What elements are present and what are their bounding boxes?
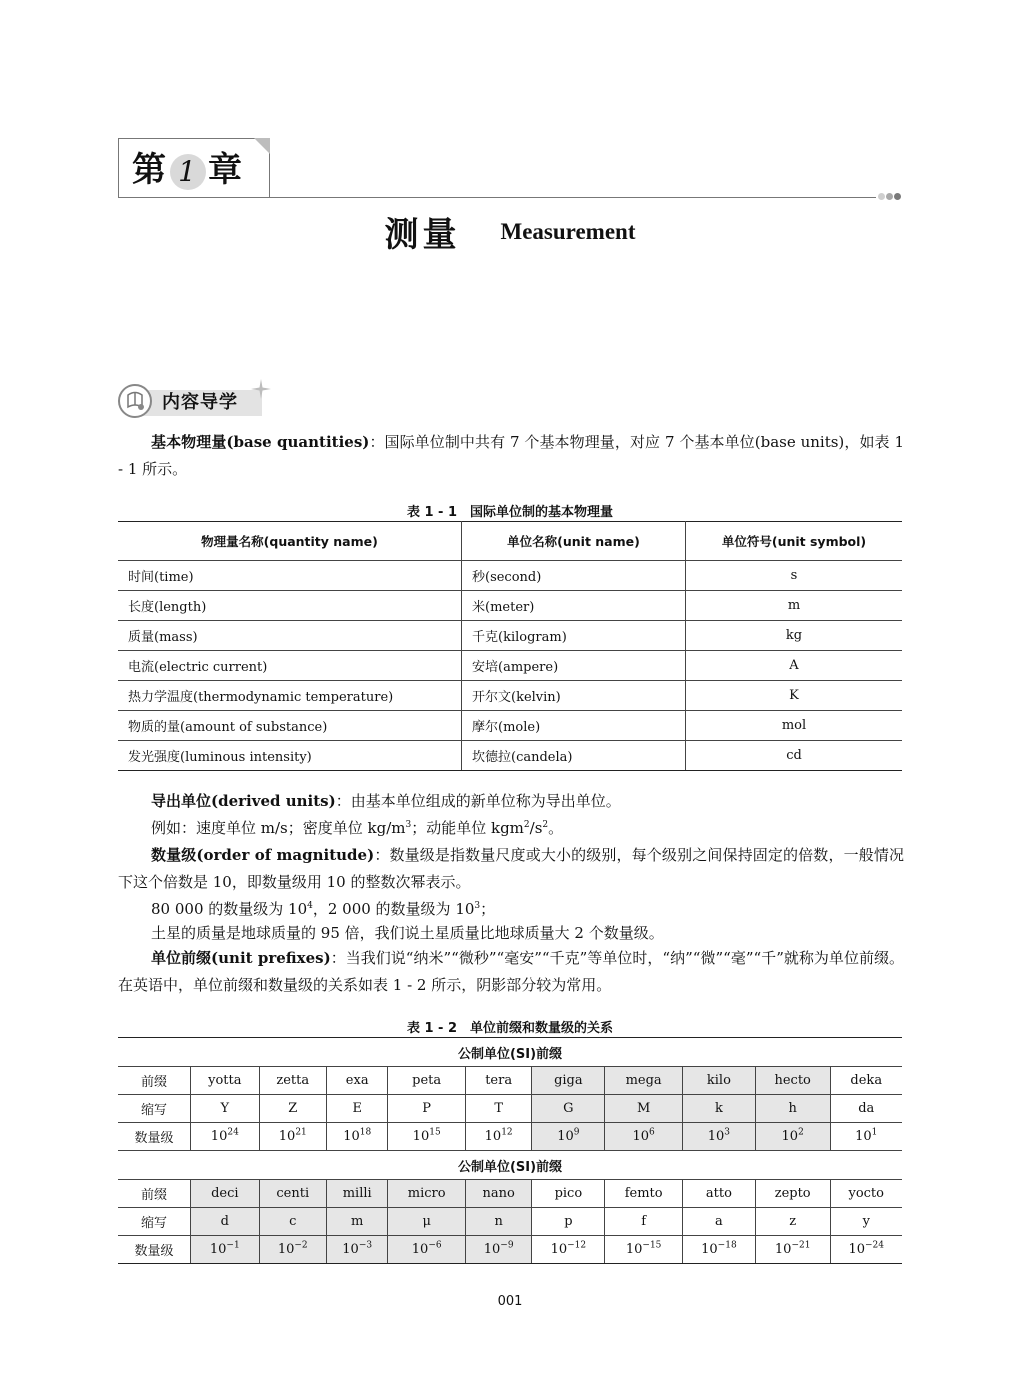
power-exponent: 3 xyxy=(724,1127,731,1138)
symbol-cell: E xyxy=(326,1095,388,1123)
table-unit-prefixes xyxy=(118,1037,902,1264)
table2-group-header xyxy=(118,1038,902,1067)
prefix-cell: deka xyxy=(830,1067,902,1095)
power-base: 10 xyxy=(855,1129,872,1144)
table-base-quantities xyxy=(118,521,902,771)
prefix-cell: yotta xyxy=(191,1067,260,1095)
superscript: 3 xyxy=(474,901,481,911)
superscript: 2 xyxy=(523,820,530,830)
quantity-cell: 发光强度(luminous intensity) xyxy=(118,741,462,771)
power-base: 10 xyxy=(484,1129,502,1144)
paragraph-unit-prefixes xyxy=(118,945,904,999)
text-segment: ；动能单位 kgm xyxy=(411,819,524,837)
table2-group-header xyxy=(118,1151,902,1180)
prefix-cell: milli xyxy=(326,1180,388,1208)
magnitude-cell xyxy=(605,1236,683,1264)
symbol-cell: a xyxy=(682,1208,755,1236)
table1-caption: 表 1 - 1 国际单位制的基本物理量 xyxy=(406,505,614,520)
power-base: 10 xyxy=(557,1129,574,1144)
paragraph-derived-units xyxy=(118,788,904,815)
chapter-prefix: 第 xyxy=(132,150,168,190)
text-segment: 例如：速度单位 m/s；密度单位 kg/m xyxy=(151,819,406,837)
magnitude-cell xyxy=(326,1236,388,1264)
term-unit-prefixes: 单位前缀(unit prefixes) xyxy=(151,949,331,967)
unit-cell: 秒(second) xyxy=(462,561,686,591)
table-row xyxy=(118,681,902,711)
prefix-cell: pico xyxy=(532,1180,605,1208)
table-row xyxy=(118,1095,902,1123)
prefix-cell: deci xyxy=(191,1180,260,1208)
section-badge-icon xyxy=(118,384,152,418)
symbol-cell: da xyxy=(830,1095,902,1123)
table-row xyxy=(118,651,902,681)
power-exponent: −9 xyxy=(500,1240,514,1251)
symbol-cell: p xyxy=(532,1208,605,1236)
prefix-cell: kilo xyxy=(682,1067,755,1095)
power-base: 10 xyxy=(342,1242,359,1257)
power-base: 10 xyxy=(278,1129,296,1144)
text-segment: /s xyxy=(529,819,543,837)
symbol-cell: K xyxy=(686,681,903,711)
quantity-cell: 电流(electric current) xyxy=(118,651,462,681)
prefix-cell: nano xyxy=(465,1180,532,1208)
table2-caption: 表 1 - 2 单位前缀和数量级的关系 xyxy=(406,1021,614,1036)
paragraph-base-quantities xyxy=(118,429,904,483)
table-row xyxy=(118,591,902,621)
power-exponent: −3 xyxy=(358,1240,373,1251)
unit-cell: 千克(kilogram) xyxy=(462,621,686,651)
power-base: 10 xyxy=(781,1129,799,1144)
symbol-cell: cd xyxy=(686,741,903,771)
power-base: 10 xyxy=(483,1242,501,1257)
power-exponent: 1 xyxy=(871,1127,878,1138)
title-chinese: 测量 xyxy=(384,215,461,255)
chapter-number: 1 xyxy=(170,154,206,190)
magnitude-cell xyxy=(830,1123,902,1151)
prefix-cell: femto xyxy=(605,1180,683,1208)
symbol-cell: kg xyxy=(686,621,903,651)
chapter-box-fold xyxy=(254,138,270,154)
quantity-cell: 物质的量(amount of substance) xyxy=(118,711,462,741)
table-row xyxy=(118,1208,902,1236)
magnitude-cell xyxy=(682,1236,755,1264)
symbol-cell: s xyxy=(686,561,903,591)
power-exponent: −18 xyxy=(717,1240,737,1251)
title-english: Measurement xyxy=(500,218,636,244)
magnitude-cell xyxy=(388,1123,465,1151)
text-segment: 80 000 的数量级为 10 xyxy=(151,900,308,918)
decorative-dots xyxy=(878,193,902,203)
paragraph-text: ：数量级是指数量尺度或大小的级别，每个级别之间保持固定的倍数，一般情况下这个倍数是 10，即数量级用 10 的整数次幂表示。 xyxy=(118,846,904,891)
prefix-cell: mega xyxy=(605,1067,683,1095)
page-title xyxy=(0,207,1020,256)
power-base: 10 xyxy=(848,1242,866,1257)
magnitude-cell xyxy=(755,1123,830,1151)
prefix-cell: zepto xyxy=(755,1180,830,1208)
prefix-cell: micro xyxy=(388,1180,465,1208)
row-label: 前缀 xyxy=(118,1067,191,1095)
symbol-cell: mol xyxy=(686,711,903,741)
term-order-of-magnitude: 数量级(order of magnitude) xyxy=(151,846,375,864)
table-row xyxy=(118,1067,902,1095)
power-base: 10 xyxy=(411,1242,429,1257)
unit-cell: 米(meter) xyxy=(462,591,686,621)
magnitude-cell xyxy=(191,1236,260,1264)
quantity-cell: 热力学温度(thermodynamic temperature) xyxy=(118,681,462,711)
paragraph-saturn: 土星的质量是地球质量的 95 倍，我们说土星质量比地球质量大 2 个数量级。 xyxy=(151,924,664,942)
symbol-cell: y xyxy=(830,1208,902,1236)
prefix-cell: atto xyxy=(682,1180,755,1208)
power-exponent: −15 xyxy=(642,1240,662,1251)
symbol-cell: m xyxy=(686,591,903,621)
magnitude-cell xyxy=(532,1123,605,1151)
quantity-cell: 质量(mass) xyxy=(118,621,462,651)
magnitude-cell xyxy=(388,1236,465,1264)
dot-light xyxy=(878,193,885,200)
magnitude-cell xyxy=(682,1123,755,1151)
section-badge-label: 内容导学 xyxy=(162,392,238,413)
text-segment: 。 xyxy=(548,819,564,837)
row-label: 前缀 xyxy=(118,1180,191,1208)
power-base: 10 xyxy=(412,1129,430,1144)
power-base: 10 xyxy=(209,1242,227,1257)
text-segment: ； xyxy=(480,900,496,918)
dot-mid xyxy=(886,193,893,200)
symbol-cell: P xyxy=(388,1095,465,1123)
symbol-cell: c xyxy=(259,1208,326,1236)
table-row xyxy=(118,1236,902,1264)
power-exponent: 9 xyxy=(573,1127,580,1138)
table1-header: 物理量名称(quantity name) xyxy=(118,522,462,561)
paragraph-order-of-magnitude xyxy=(118,842,904,896)
paragraph-text: ：当我们说“纳米”“微秒”“毫安”“千克”等单位时，“纳”“微”“毫”“千”就称为单位前缀。在英语中，单位前缀和数量级的关系如表 1 - 2 所示，阴影部分较为常用。 xyxy=(118,949,904,994)
chapter-suffix: 章 xyxy=(208,150,244,190)
power-base: 10 xyxy=(277,1242,295,1257)
power-base: 10 xyxy=(632,1129,650,1144)
magnitude-cell xyxy=(465,1123,532,1151)
power-base: 10 xyxy=(625,1242,643,1257)
symbol-cell: m xyxy=(326,1208,388,1236)
superscript: 4 xyxy=(307,901,313,911)
magnitude-cell xyxy=(259,1236,326,1264)
power-base: 10 xyxy=(343,1129,360,1144)
symbol-cell: h xyxy=(755,1095,830,1123)
table-row xyxy=(118,561,902,591)
power-exponent: 6 xyxy=(649,1127,655,1138)
term-base-quantities: 基本物理量(base quantities) xyxy=(151,433,370,451)
prefix-cell: zetta xyxy=(259,1067,326,1095)
prefix-cell: exa xyxy=(326,1067,388,1095)
magnitude-cell xyxy=(830,1236,902,1264)
unit-cell: 开尔文(kelvin) xyxy=(462,681,686,711)
magnitude-cell xyxy=(532,1236,605,1264)
prefix-cell: yocto xyxy=(830,1180,902,1208)
row-label: 数量级 xyxy=(118,1236,191,1264)
row-label: 缩写 xyxy=(118,1208,191,1236)
table-row xyxy=(118,741,902,771)
quantity-cell: 长度(length) xyxy=(118,591,462,621)
prefix-cell: giga xyxy=(532,1067,605,1095)
magnitude-cell xyxy=(605,1123,683,1151)
paragraph-text: ：国际单位制中共有 7 个基本物理量，对应 7 个基本单位(base units)，如表 1 - 1 所示。 xyxy=(118,433,904,478)
power-exponent: −2 xyxy=(294,1240,308,1251)
power-base: 10 xyxy=(701,1242,718,1257)
power-exponent: 18 xyxy=(359,1127,372,1138)
symbol-cell: Y xyxy=(191,1095,260,1123)
magnitude-cell xyxy=(191,1123,260,1151)
symbol-cell: A xyxy=(686,651,903,681)
power-base: 10 xyxy=(707,1129,725,1144)
symbol-cell: f xyxy=(605,1208,683,1236)
power-exponent: −1 xyxy=(226,1240,240,1251)
term-derived-units: 导出单位(derived units) xyxy=(151,792,336,810)
symbol-cell: Z xyxy=(259,1095,326,1123)
prefix-cell: peta xyxy=(388,1067,465,1095)
symbol-cell: M xyxy=(605,1095,683,1123)
page-number: 001 xyxy=(497,1294,523,1309)
text-segment: ，2 000 的数量级为 10 xyxy=(312,900,475,918)
row-label: 缩写 xyxy=(118,1095,191,1123)
power-exponent: −21 xyxy=(791,1240,811,1251)
symbol-cell: T xyxy=(465,1095,532,1123)
table-row xyxy=(118,621,902,651)
power-exponent: −6 xyxy=(428,1240,442,1251)
symbol-cell: z xyxy=(755,1208,830,1236)
paragraph-text: ：由基本单位组成的新单位称为导出单位。 xyxy=(335,792,621,810)
prefix-cell: hecto xyxy=(755,1067,830,1095)
dot-dark xyxy=(894,193,901,200)
group-title: 公制单位(SI)前缀 xyxy=(118,1038,902,1067)
power-base: 10 xyxy=(774,1242,792,1257)
chapter-rule xyxy=(270,197,876,198)
power-base: 10 xyxy=(210,1129,228,1144)
group-title: 公制单位(SI)前缀 xyxy=(118,1151,902,1180)
symbol-cell: k xyxy=(682,1095,755,1123)
magnitude-cell xyxy=(755,1236,830,1264)
power-exponent: −12 xyxy=(567,1240,587,1251)
symbol-cell: n xyxy=(465,1208,532,1236)
prefix-cell: tera xyxy=(465,1067,532,1095)
power-exponent: 15 xyxy=(429,1127,441,1138)
superscript: 3 xyxy=(405,820,412,830)
power-exponent: 12 xyxy=(501,1127,513,1138)
power-exponent: 2 xyxy=(798,1127,804,1138)
symbol-cell: μ xyxy=(388,1208,465,1236)
unit-cell: 安培(ampere) xyxy=(462,651,686,681)
power-base: 10 xyxy=(550,1242,568,1257)
unit-cell: 摩尔(mole) xyxy=(462,711,686,741)
superscript: 2 xyxy=(542,820,549,830)
unit-cell: 坎德拉(candela) xyxy=(462,741,686,771)
row-label: 数量级 xyxy=(118,1123,191,1151)
prefix-cell: centi xyxy=(259,1180,326,1208)
paragraph-examples xyxy=(118,815,904,842)
symbol-cell: G xyxy=(532,1095,605,1123)
sparkle-icon xyxy=(250,378,272,404)
paragraph-magnitude-examples xyxy=(118,896,904,923)
table-row xyxy=(118,711,902,741)
magnitude-cell xyxy=(465,1236,532,1264)
chapter-label xyxy=(132,150,244,190)
quantity-cell: 时间(time) xyxy=(118,561,462,591)
magnitude-cell xyxy=(259,1123,326,1151)
power-exponent: 24 xyxy=(227,1127,239,1138)
power-exponent: −24 xyxy=(865,1240,885,1251)
table-row xyxy=(118,1123,902,1151)
table-row xyxy=(118,1180,902,1208)
magnitude-cell xyxy=(326,1123,388,1151)
power-exponent: 21 xyxy=(295,1127,307,1138)
table1-header: 单位名称(unit name) xyxy=(462,522,686,561)
table1-header: 单位符号(unit symbol) xyxy=(686,522,903,561)
symbol-cell: d xyxy=(191,1208,260,1236)
